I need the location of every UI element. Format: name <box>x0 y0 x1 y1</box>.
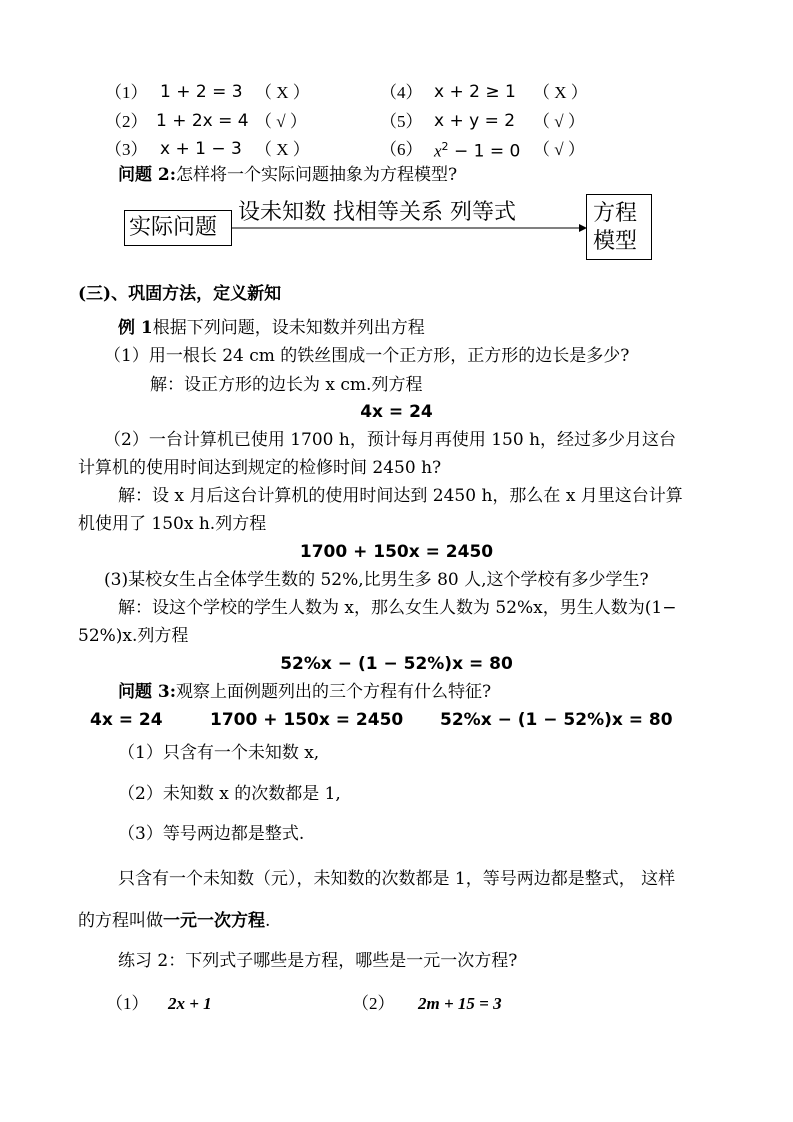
item-expression: 1 + 2 = 3 <box>160 82 243 102</box>
practice-item-number: （1） <box>106 994 149 1013</box>
problem-2-question-1: （2）一台计算机已使用 1700 h，预计每月再使用 150 h，经过多少月这台 <box>104 430 677 450</box>
example-1-heading: 例 1根据下列问题，设未知数并列出方程 <box>118 318 425 338</box>
problem-1-equation: 4x = 24 <box>360 402 433 422</box>
definition-line-1: 只含有一个未知数（元），未知数的次数都是 1，等号两边都是整式， 这样 <box>118 869 676 889</box>
question-2: 问题 2:怎样将一个实际问题抽象为方程模型? <box>118 165 458 185</box>
problem-2-solution-2: 机使用了 150x h.列方程 <box>78 514 267 534</box>
practice-2-heading: 练习 2：下列式子哪些是方程，哪些是一元一次方程? <box>118 951 518 971</box>
item-mark: （ √ ） <box>255 112 307 131</box>
section-heading: (三)、巩固方法，定义新知 <box>78 284 282 304</box>
practice-item-number: （2） <box>352 994 395 1013</box>
definition-term: 一元一次方程 <box>163 911 265 931</box>
problem-3-solution-1: 解：设这个学校的学生人数为 x，那么女生人数为 52%x，男生人数为(1− <box>118 598 677 618</box>
item-mark: （ X ） <box>533 83 588 102</box>
diagram-arrow <box>231 222 587 234</box>
feature-item: （1）只含有一个未知数 x, <box>118 743 320 763</box>
equation-row-3: 52%x − (1 − 52%)x = 80 <box>440 710 673 730</box>
item-number: （5） <box>380 112 423 131</box>
feature-item: （3）等号两边都是整式. <box>118 824 305 844</box>
problem-2-equation: 1700 + 150x = 2450 <box>299 542 494 562</box>
item-expression: x + y = 2 <box>434 111 516 131</box>
problem-2-question-2: 计算机的使用时间达到规定的检修时间 2450 h? <box>78 458 442 478</box>
item-mark: （ X ） <box>255 83 310 102</box>
problem-1-solution: 解：设正方形的边长为 x cm.列方程 <box>150 375 423 395</box>
definition-line-2: 的方程叫做一元一次方程. <box>78 911 271 931</box>
item-number: （6） <box>380 140 423 159</box>
problem-2-solution-1: 解：设 x 月后这台计算机的使用时间达到 2450 h，那么在 x 月里这台计算 <box>118 486 683 506</box>
diagram-right-box <box>586 194 652 260</box>
diagram-right-label-2: 模型 <box>593 229 638 254</box>
item-expression: $x^2 - 1 = 0$ <box>434 140 521 162</box>
problem-3-question: (3)某校女生占全体学生数的 52%,比男生多 80 人,这个学校有多少学生? <box>104 570 649 590</box>
item-mark: （ √ ） <box>533 140 585 159</box>
item-number: （1） <box>105 83 148 102</box>
item-expression: x + 1 − 3 <box>160 139 242 159</box>
item-expression: 1 + 2x = 4 <box>156 111 249 131</box>
diagram-left-box <box>124 210 232 246</box>
item-number: （2） <box>105 112 148 131</box>
problem-3-solution-2: 52%)x.列方程 <box>78 626 189 646</box>
question-3: 问题 3:观察上面例题列出的三个方程有什么特征? <box>118 682 492 702</box>
equation-row-2: 1700 + 150x = 2450 <box>210 710 404 730</box>
problem-1-question: （1）用一根长 24 cm 的铁丝围成一个正方形，正方形的边长是多少? <box>104 346 630 366</box>
problem-3-equation: 52%x − (1 − 52%)x = 80 <box>280 654 513 674</box>
item-mark: （ √ ） <box>533 112 585 131</box>
item-number: （4） <box>380 83 423 102</box>
equation-row-1: 4x = 24 <box>90 710 163 730</box>
item-mark: （ X ） <box>255 140 310 159</box>
practice-item-expression: 2m + 15 = 3 <box>418 994 502 1013</box>
practice-item-expression: 2x + 1 <box>168 994 212 1013</box>
feature-item: （2）未知数 x 的次数都是 1, <box>118 784 341 804</box>
item-expression: x + 2 ≥ 1 <box>434 82 516 102</box>
diagram-left-label: 实际问题 <box>129 215 218 240</box>
item-number: （3） <box>105 140 148 159</box>
diagram-right-label-1: 方程 <box>593 201 638 226</box>
diagram-steps: 设未知数 找相等关系 列等式 <box>238 200 516 225</box>
